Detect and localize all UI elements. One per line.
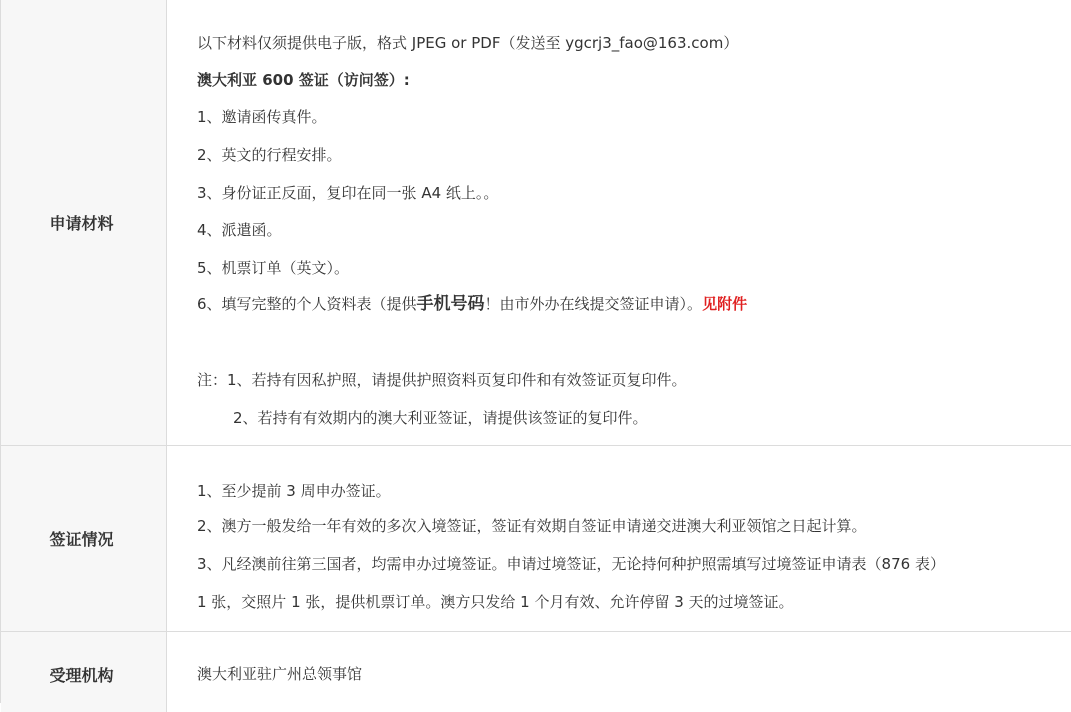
material-item-2: 2、英文的行程安排。 <box>197 146 342 164</box>
visa-info-item-2: 2、澳方一般发给一年有效的多次入境签证，签证有效期自签证申请递交进澳大利亚领馆之日起计算。 <box>197 517 867 535</box>
row-application-materials <box>1 0 1071 446</box>
row-content-cell <box>167 446 1071 631</box>
note-2: 2、若持有有效期内的澳大利亚签证，请提供该签证的复印件。 <box>233 409 648 427</box>
row-content-cell <box>167 0 1071 445</box>
see-attachment-link[interactable]: 见附件 <box>702 295 748 313</box>
material-item-6-text: 6、填写完整的个人资料表（提供 <box>197 295 417 313</box>
material-item-1: 1、邀请函传真件。 <box>197 108 327 126</box>
row-label-cell <box>1 446 167 631</box>
visa-info-item-1: 1、至少提前 3 周申办签证。 <box>197 482 391 500</box>
visa-info-item-3: 3、凡经澳前往第三国者，均需申办过境签证。申请过境签证，无论持何种护照需填写过境签证申请表（876 表） <box>197 555 945 573</box>
material-item-3: 3、身份证正反面，复印在同一张 A4 纸上。。 <box>197 184 499 202</box>
material-item-6-text-cont: ！由市外办在线提交签证申请）。 <box>484 295 703 313</box>
material-item-5: 5、机票订单（英文）。 <box>197 259 350 277</box>
note-1: 注：1、若持有因私护照，请提供护照资料页复印件和有效签证页复印件。 <box>197 371 687 389</box>
agency-name: 澳大利亚驻广州总领事馆 <box>197 665 363 683</box>
row-processing-agency <box>1 632 1071 712</box>
row-label: 申请材料 <box>49 214 114 233</box>
row-label-cell <box>1 0 167 445</box>
phone-number-emphasis: 手机号码 <box>416 294 485 314</box>
row-label: 受理机构 <box>49 666 114 685</box>
materials-intro: 以下材料仅须提供电子版，格式 JPEG or PDF（发送至 ygcrj3_fao@163.com） <box>197 34 739 52</box>
visa-info-item-3-cont: 1 张，交照片 1 张，提供机票订单。澳方只发给 1 个月有效、允许停留 3 天的过境签证。 <box>197 593 794 611</box>
material-item-4: 4、派遣函。 <box>197 221 282 239</box>
row-content-cell <box>167 632 1071 712</box>
row-visa-situation <box>1 446 1071 632</box>
visa-600-heading: 澳大利亚 600 签证（访问签）: <box>197 71 410 89</box>
row-label: 签证情况 <box>49 530 114 549</box>
material-item-6 <box>197 294 747 314</box>
row-label-cell <box>1 632 167 712</box>
